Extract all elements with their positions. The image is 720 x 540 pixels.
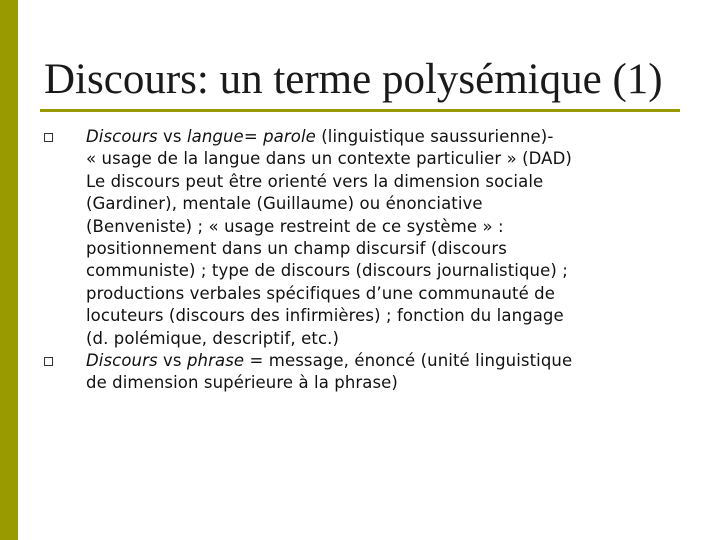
text-run: Le discours peut être orienté vers la dimension sociale (86, 171, 544, 191)
italic-term: Discours (86, 127, 158, 146)
text-run: « usage de la langue dans un contexte particulier » (DAD) (86, 149, 572, 169)
bullet-list (44, 126, 684, 395)
bullet-line (86, 148, 572, 170)
text-run: vs (157, 127, 187, 146)
italic-term: phrase (186, 351, 245, 371)
text-run: positionnement dans un champ discursif (discours (86, 239, 507, 259)
text-run: communiste) ; type de discours (discours journalistique) ; (86, 261, 568, 281)
text-run: (d. polémique, descriptif, etc.) (86, 328, 339, 348)
bullet-line (86, 305, 572, 327)
bullet-text (86, 350, 572, 395)
bullet-line (86, 193, 572, 215)
title-underline (40, 109, 680, 112)
text-run: de dimension supérieure à la phrase) (86, 373, 398, 393)
text-run: (Benveniste) ; « usage restreint de ce système » : (86, 216, 504, 236)
bullet-line (86, 238, 572, 260)
bullet-item (44, 350, 684, 395)
bullet-text (86, 126, 572, 350)
bullet-item (44, 126, 684, 350)
text-run: vs (157, 351, 187, 371)
bullet-line (86, 260, 572, 282)
bullet-line (86, 216, 572, 238)
left-accent-bar (0, 0, 18, 540)
text-run: (Gardiner), mentale (Guillaume) ou énonciative (86, 194, 483, 214)
bullet-line (86, 126, 572, 148)
italic-term: langue (186, 127, 244, 146)
text-run: locuteurs (discours des infirmières) ; fonction du langage (86, 306, 564, 326)
square-bullet-icon (44, 357, 53, 366)
italic-term: parole (263, 127, 316, 146)
bullet-line (86, 283, 572, 305)
bullet-line (86, 350, 572, 372)
slide-title: Discours: un terme polysémique (1) (44, 56, 663, 103)
bullet-line (86, 372, 572, 394)
bullet-line (86, 171, 572, 193)
bullet-line (86, 328, 572, 350)
text-run: = message, énoncé (unité linguistique (244, 351, 573, 371)
text-run: productions verbales spécifiques d’une communauté de (86, 283, 556, 303)
square-bullet-icon (44, 133, 53, 142)
italic-term: Discours (86, 351, 158, 371)
text-run: = (243, 127, 264, 146)
text-run: (linguistique saussurienne)- (315, 127, 554, 146)
